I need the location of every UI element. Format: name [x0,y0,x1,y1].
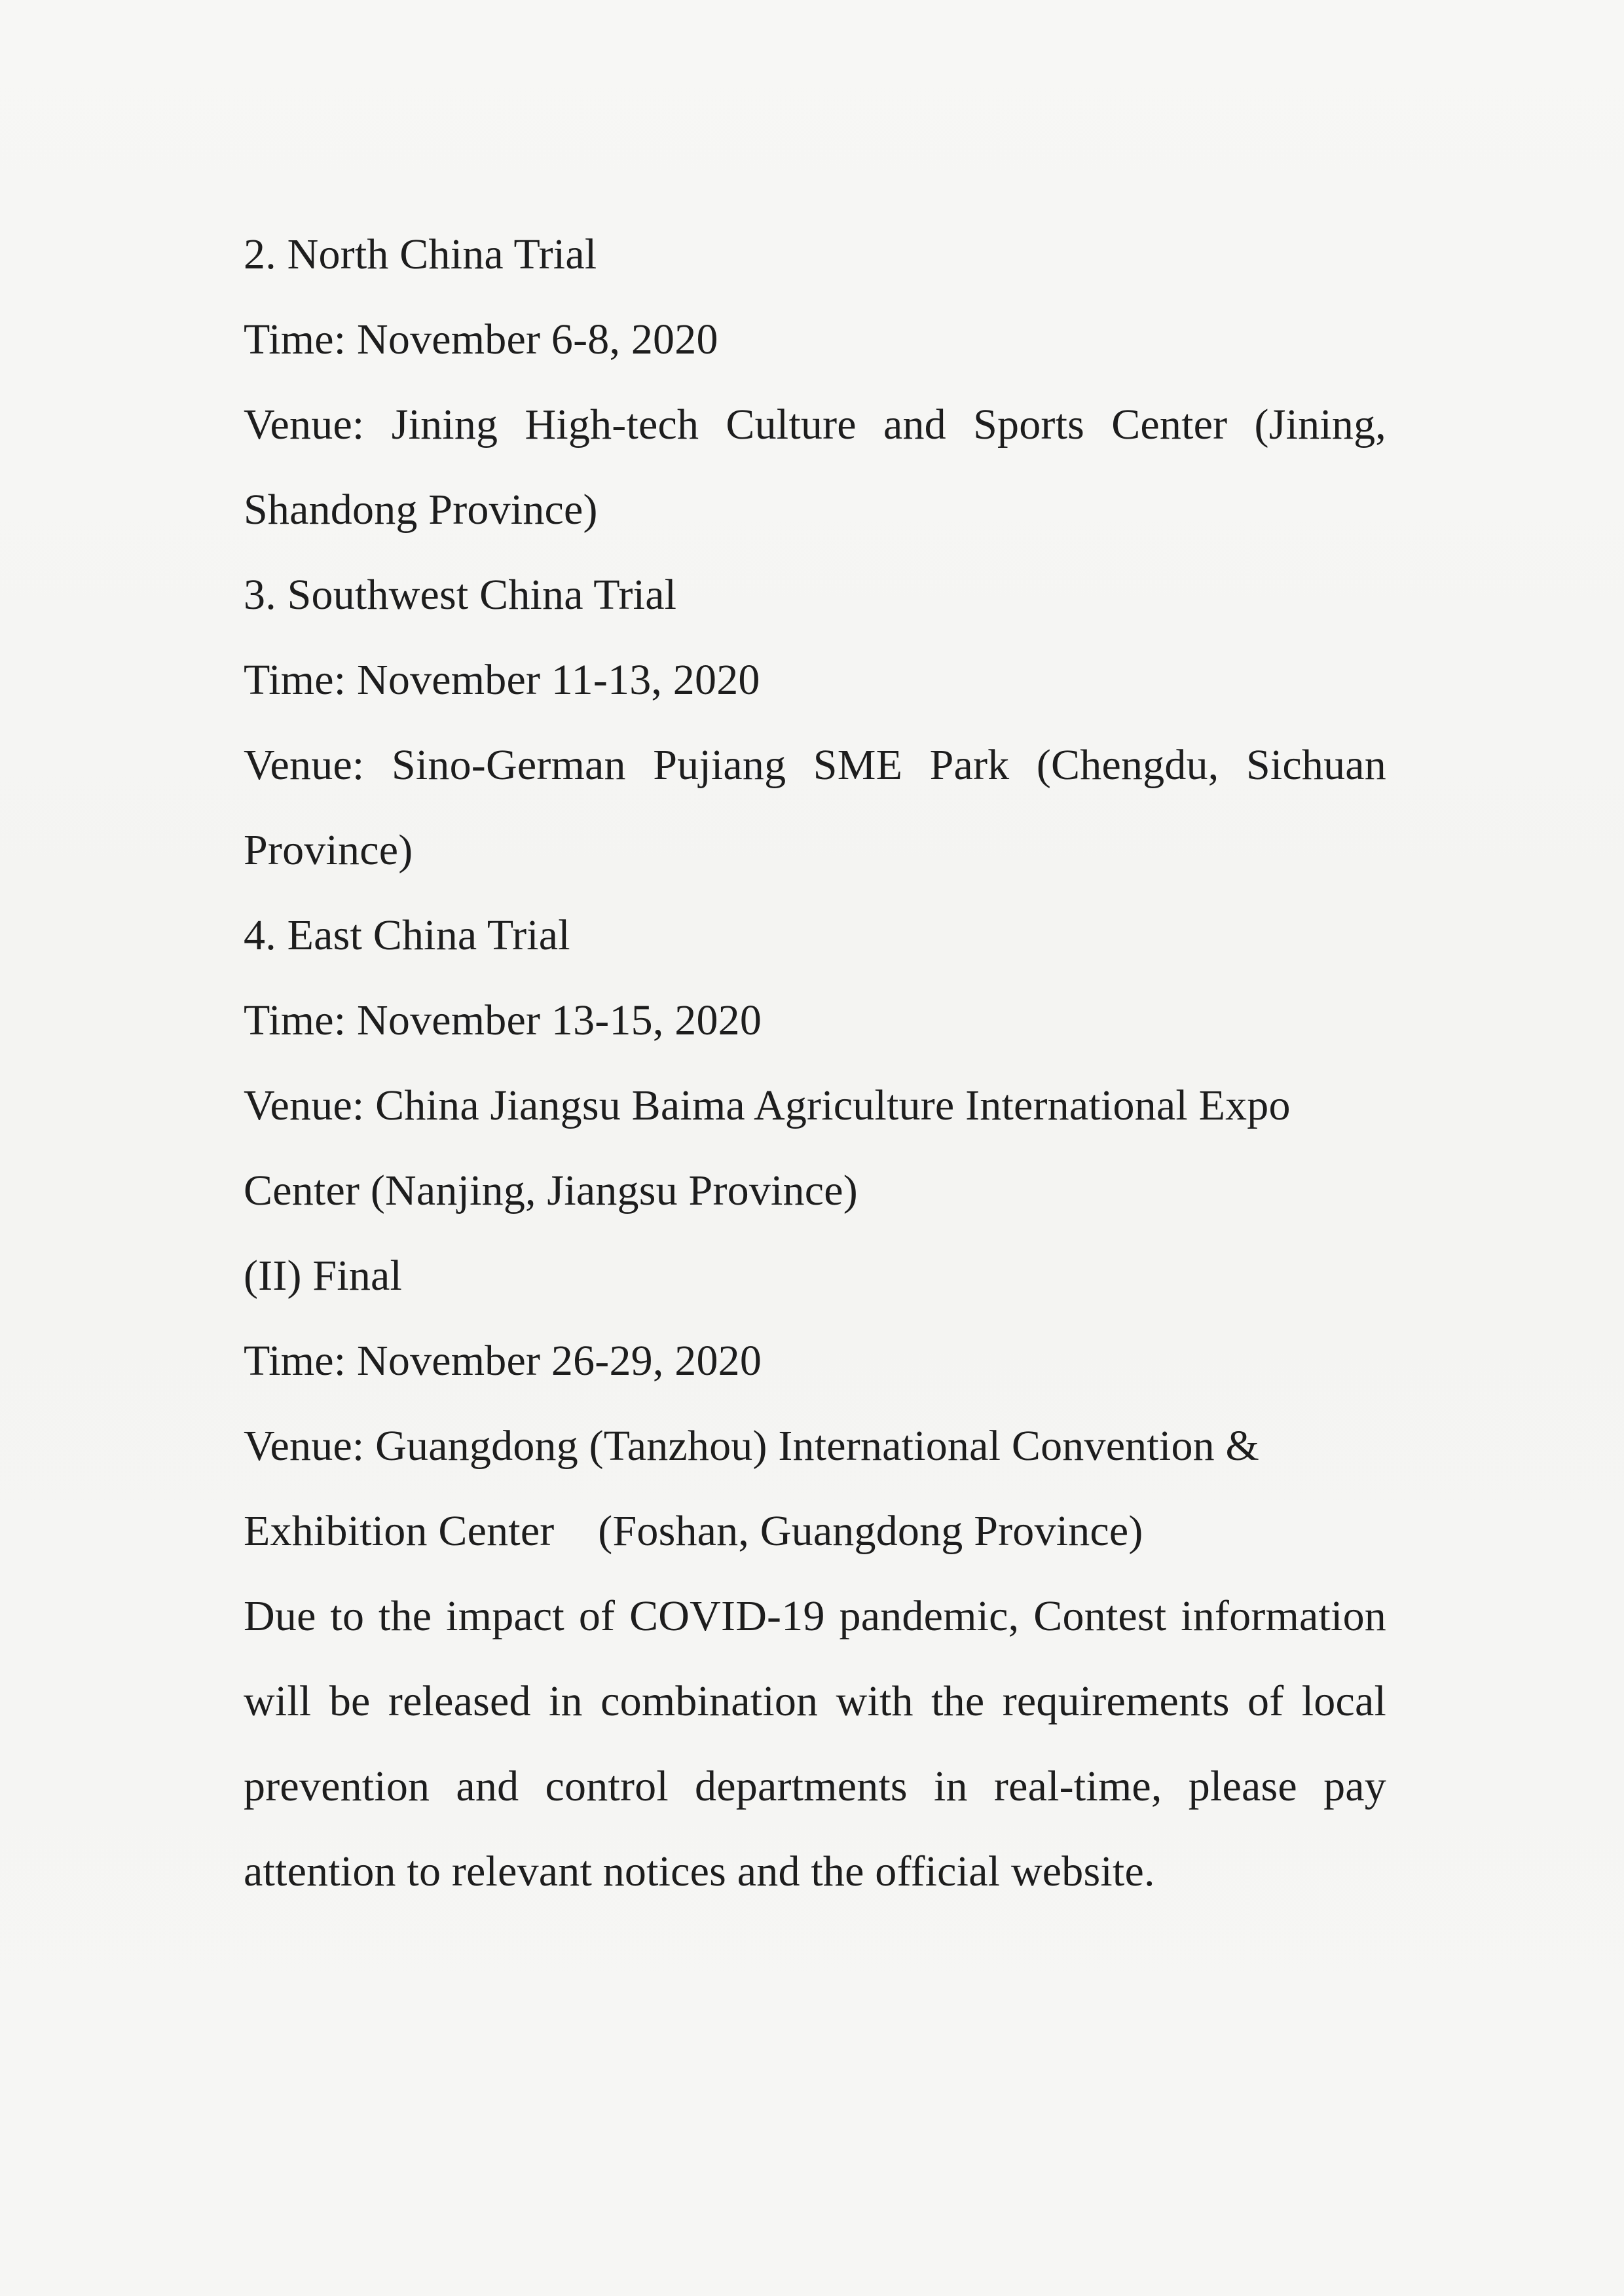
text-line: Due to the impact of COVID-19 pandemic, Contest information [244,1592,1386,1640]
text-line: Time: November 6-8, 2020 [244,316,718,363]
text-line: (II) Final [244,1252,403,1300]
text-line: Time: November 11-13, 2020 [244,656,760,704]
page-content [244,212,1386,1914]
text-line: 2. North China Trial [244,230,597,278]
text-line: prevention and control departments in real-time, please pay [244,1762,1386,1810]
text-line: Venue: Sino-German Pujiang SME Park (Chengdu, Sichuan [244,741,1386,789]
text-line: Venue: Jining High-tech Culture and Sports Center (Jining, [244,401,1386,448]
text-line: Province) [244,826,413,874]
text-line: Exhibition Center (Foshan, Guangdong Province) [244,1507,1143,1555]
text-line: will be released in combination with the requirements of local [244,1677,1386,1725]
text-line: 3. Southwest China Trial [244,571,677,619]
text-line: Center (Nanjing, Jiangsu Province) [244,1167,858,1214]
text-line: Shandong Province) [244,486,598,534]
text-line: 4. East China Trial [244,911,570,959]
text-line: Time: November 13-15, 2020 [244,996,762,1044]
text-line: Venue: China Jiangsu Baima Agriculture International Expo [244,1082,1291,1129]
text-line: attention to relevant notices and the official website. [244,1848,1155,1895]
text-line: Venue: Guangdong (Tanzhou) International Convention & [244,1422,1260,1470]
text-line: Time: November 26-29, 2020 [244,1337,762,1385]
